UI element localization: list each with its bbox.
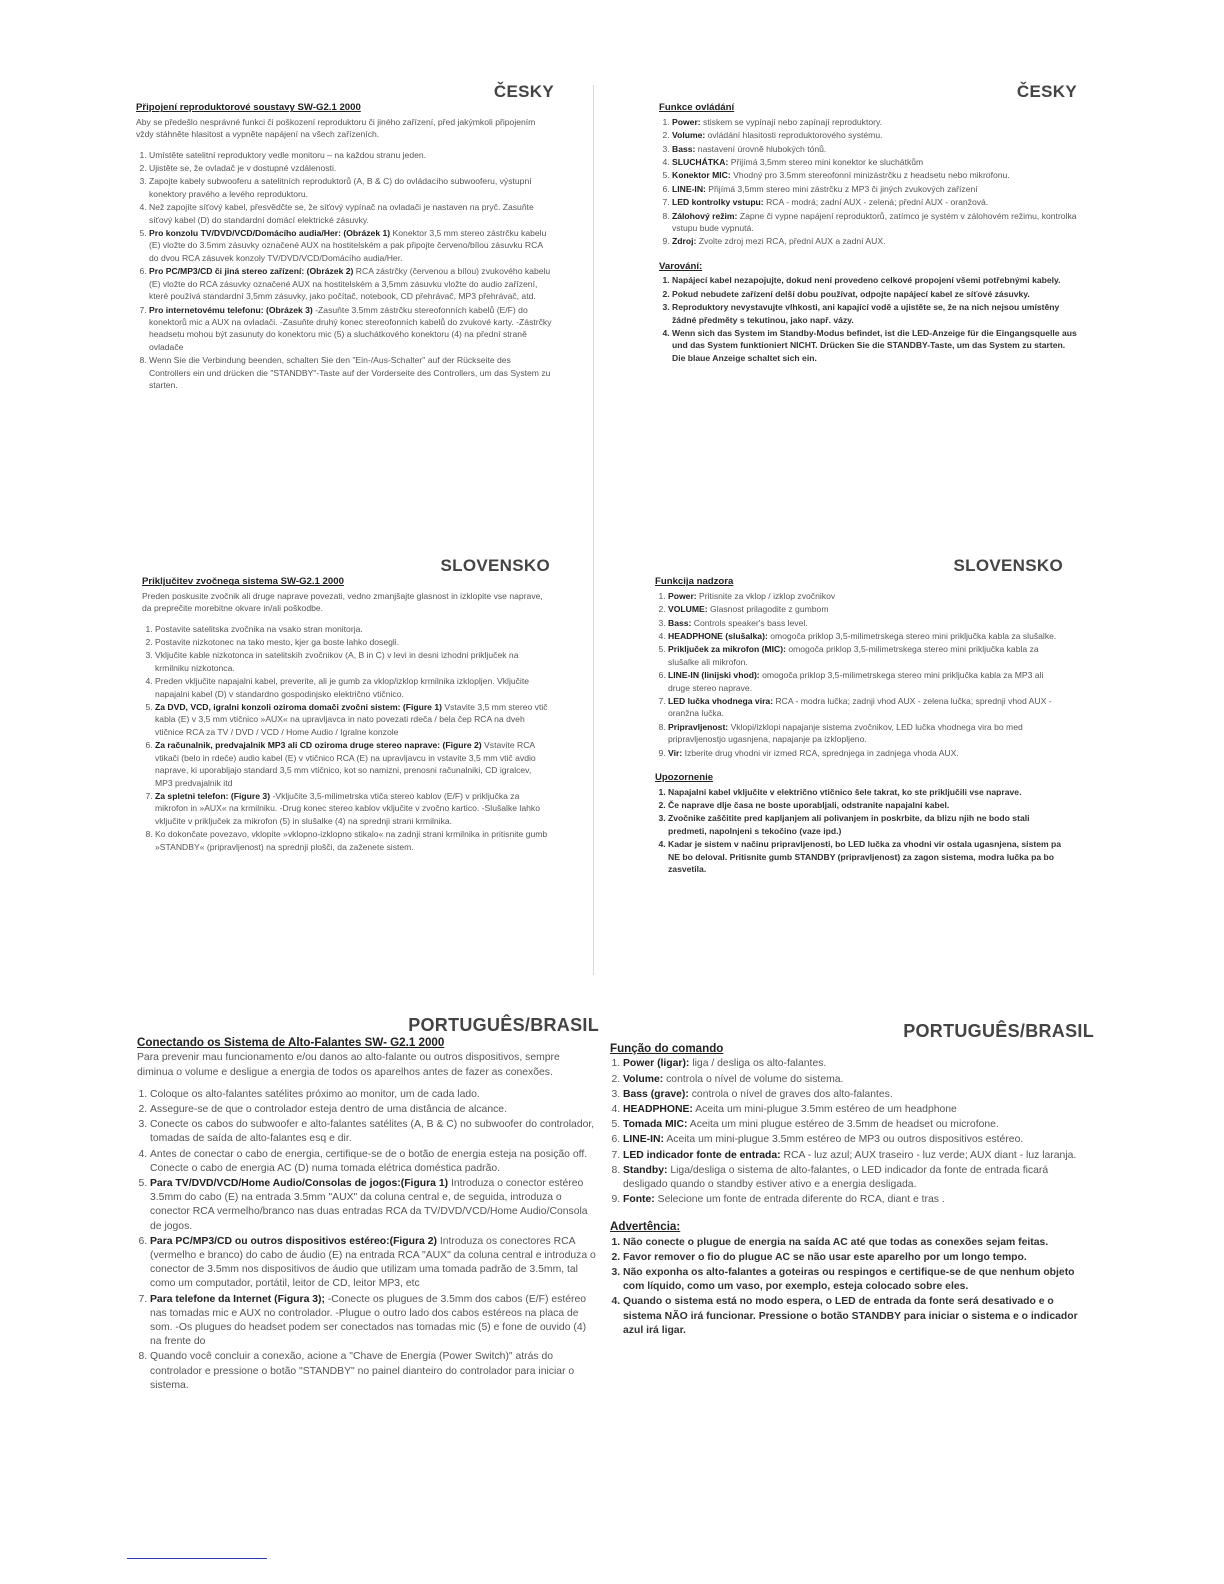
item-heading: Priključek za mikrofon (MIC):	[668, 644, 786, 655]
warning-item: 4. Kadar je sistem v načinu pripravljenosti, bo LED lučka za vhodni vir ostala ugasnjena, sistem pa NE bo deloval. Pritisnite gumb STANDBY (pripravljenost) za zagon sistema, modra lučka pa bo zasvetila.	[668, 838, 1063, 875]
list-item	[150, 1293, 599, 1350]
list-item	[155, 649, 550, 674]
controls-list	[659, 116, 1077, 248]
list-item	[623, 1073, 1094, 1087]
item-text: Vhodný pro 3.5mm stereofonní minizástrčku z headsetu nebo mikrofonu.	[733, 170, 1010, 181]
list-item	[623, 1193, 1094, 1207]
item-text: ovládání hlasitosti reproduktorového systému.	[707, 130, 883, 141]
item-text: Introduza o conector estéreo 3.5mm do cabo (E) na entrada 3.5mm "AUX" da coluna central e, de seguida, introduza o conector RCA vermelho/branco nas duas entradas RCA da TV/DVD/VCD/Home Audio/Consola de jogos.	[150, 1178, 588, 1232]
language-heading: ČESKY	[1016, 82, 1077, 101]
list-item	[149, 149, 554, 161]
list-item	[668, 590, 1063, 602]
section-title: Připojení reproduktorové soustavy SW-G2.1 2000	[136, 102, 361, 114]
steps-list	[136, 149, 554, 392]
list-item	[149, 175, 554, 200]
list-item	[672, 196, 1077, 208]
item-text: Selecione um fonte de entrada diferente do RCA, diant e tras .	[657, 1194, 945, 1206]
item-heading: LED kontrolky vstupu:	[672, 197, 764, 208]
item-text: Zapne či vypne napájení reproduktorů, zatímco je systém v zálohovém režimu, kontrolka vstupu bude vypnutá.	[672, 210, 1077, 234]
item-text: Liga/desliga o sistema de alto-falantes, o LED indicador da fonte de entrada ficará desligado quando o standby estiver ativo e a energia desligada.	[623, 1164, 1049, 1191]
item-text: RCA - modra lučka; zadnji vhod AUX - zelena lučka; sprednji vhod AUX - oranžna lučka.	[668, 696, 1052, 719]
list-item	[672, 183, 1077, 195]
list-item	[672, 116, 1077, 128]
item-heading: LED lučka vhodnega vira:	[668, 696, 774, 707]
item-text: Glasnost prilagodite z gumbom	[710, 604, 829, 615]
item-text: Antes de conectar o cabo de energia, certifique-se de o botão de energia esteja na posição off. Conecte o cabo de energia AC (D) numa tomada elétrica doméstica padrão.	[150, 1148, 588, 1174]
item-heading: HEADPHONE (slušalka):	[668, 631, 768, 642]
item-text: Přijímá 3,5mm stereo mini zástrčku z MP3 či jiných zvukových zařízení	[708, 183, 978, 194]
item-heading: Bass (grave):	[623, 1088, 689, 1100]
list-item	[155, 828, 550, 853]
intro-text: Para prevenir mau funcionamento e/ou danos ao alto-falante ou outros dispositivos, sempre diminua o volume e desligue a energia de todos os aparelhos antes de fazer as conexões.	[137, 1052, 560, 1078]
item-text: Controls speaker's bass level.	[693, 617, 808, 628]
item-text: Vstavite 3,5 mm stereo vtič kabla (E) v 3,5 mm vtičnico »AUX« na upravljavca in nato povezati rdeča / bela čep RCA na dveh vtičnice RCA za TV / DVD / VCD / Home Audio / Igralne konzole	[155, 702, 548, 737]
list-item	[149, 265, 554, 302]
language-heading: ČESKY	[493, 82, 554, 101]
czech-connection-section	[136, 82, 554, 392]
list-item	[149, 304, 554, 354]
item-heading: Tomada MIC:	[623, 1119, 688, 1131]
item-heading: Za spletni telefon: (Figure 3)	[155, 790, 271, 801]
item-heading: Power:	[668, 590, 697, 601]
warning-item: 3. Zvočnike zaščitite pred kapljanjem ali polivanjem in poskrbite, da blizu njih ne bodo stali predmeti, napolnjeni s tekočino (vaze ipd.)	[668, 812, 1063, 837]
warnings-list	[610, 1236, 1094, 1338]
item-text: Aceita um mini-plugue 3.5mm estéreo de MP3 ou outros dispositivos estéreo.	[666, 1134, 1024, 1146]
warning-item: 4. Wenn sich das System im Standby-Modus befindet, ist die LED-Anzeige für die Eingangsquelle aus und das System funktioniert NICHT. Drücken Sie die STANDBY-Taste, um das System zu starten. Die blaue Anzeige schaltet sich ein.	[672, 327, 1077, 364]
portuguese-connection-section	[137, 1015, 599, 1394]
steps-list	[137, 1088, 599, 1393]
item-heading: Zálohový režim:	[672, 210, 738, 221]
item-text: RCA zástrčky (červenou a bílou) zvukového kabelu (E) vložte do RCA zásuvky označené AUX na hostitelském a 3,5mm zásuvku vložte do audio zařízení, které používá standardní 3,5mm zásuvky, jako počítač, notebook, CD přehrávač, MP3 přehrávač, atd.	[149, 266, 551, 302]
section-title: Funkce ovládání	[659, 102, 735, 114]
item-text: RCA - modrá; zadní AUX - zelená; přední AUX - oranžová.	[766, 197, 989, 208]
item-text: Preden vključite napajalni kabel, preverite, ali je gumb za vklop/izklop krmilnika izklopljen. Vključite napajalni kabel (D) v standardno gospodinjsko električno vtičnico.	[155, 676, 530, 699]
list-item	[150, 1350, 599, 1393]
item-heading: Pro internetovému telefonu: (Obrázek 3)	[149, 304, 313, 315]
item-text: Vključite kable nizkotonca in satelitskih zvočnikov (A, B in C) v levi in desni izhodni priključek na krmilniku nizkotonca.	[155, 650, 519, 673]
list-item	[155, 739, 550, 789]
list-item	[149, 162, 554, 174]
list-item	[623, 1088, 1094, 1102]
warning-title: Upozornenie	[655, 772, 714, 784]
list-item	[623, 1118, 1094, 1132]
item-text: Zapojte kabely subwooferu a satelitních reproduktorů (A, B & C) do ovládacího subwooferu, výstupní konektory pravého a levého reproduktoru.	[149, 176, 532, 199]
warnings-list	[655, 786, 1063, 876]
item-text: Ujistěte se, že ovladač je v dostupné vzdálenosti.	[149, 163, 337, 174]
warning-item: 4. Quando o sistema está no modo espera, o LED de entrada da fonte será desativado e o sistema NÃO irá funcionar. Pressione o botão STANDBY para iniciar o sistema e o indicador azul irá ligar.	[623, 1295, 1094, 1338]
portuguese-controls-section	[610, 1021, 1094, 1339]
list-item	[150, 1103, 599, 1117]
list-item	[155, 675, 550, 700]
list-item	[155, 623, 550, 635]
item-text: RCA - luz azul; AUX traseiro - luz verde; AUX diant - luz laranja.	[783, 1149, 1077, 1161]
item-text: Assegure-se de que o controlador esteja dentro de uma distância de alcance.	[150, 1104, 507, 1116]
list-item	[155, 790, 550, 827]
item-heading: Konektor MIC:	[672, 170, 731, 181]
item-heading: Para telefone da Internet (Figura 3);	[150, 1293, 325, 1305]
warning-item: 2. Favor remover o fio do plugue AC se não usar este aparelho por um longo tempo.	[623, 1251, 1094, 1265]
list-item	[149, 227, 554, 264]
section-title: Função do comando	[610, 1042, 724, 1056]
item-text: omogoča priklop 3,5-milimetrskega stereo mini priključka kabla za slušalke.	[770, 631, 1057, 642]
language-heading: SLOVENSKO	[440, 556, 550, 575]
controls-list	[610, 1057, 1094, 1207]
footer-rule	[127, 1558, 267, 1559]
item-text: controla o nível de volume do sistema.	[666, 1073, 844, 1085]
item-heading: Pro konzolu TV/DVD/VCD/Domácího audia/Her: (Obrázek 1)	[149, 228, 391, 239]
item-text: liga / desliga os alto-falantes.	[692, 1058, 827, 1070]
item-heading: LINE-IN:	[623, 1134, 664, 1146]
item-heading: Vir:	[668, 747, 683, 758]
list-item	[668, 643, 1063, 668]
list-item	[668, 747, 1063, 759]
item-text: Konektor 3,5 mm stereo zástrčku kabelu (E) vložte do 3.5mm zásuvky označené AUX na hostitelském a pak připojte červeno/bílou zásuvku RCA do dvou RCA zásuvek konzoly TV/DVD/VCD/Domácího audia/Her.	[149, 228, 547, 263]
item-heading: Za računalnik, predvajalnik MP3 ali CD oziroma druge stereo naprave: (Figure 2)	[155, 740, 482, 751]
item-text: Než zapojíte síťový kabel, přesvědčte se, že síťový vypínač na ovladači je nastaven na pryč. Zasuňte síťový kabel (D) do standardní domácí elektrické zásuvky.	[149, 202, 534, 225]
item-text: omogoča priklop 3,5-milimetrskega stereo mini priključka kabla za slušalke ali mikrofon.	[668, 644, 1039, 667]
item-heading: LINE-IN (linijski vhod):	[668, 670, 760, 681]
item-text: Vklopi/izklopi napajanje sistema zvočnikov, LED lučka vhodnega vira bo med pripravljenostjo ugasnjena, napajanje pa izklopljeno.	[668, 721, 1023, 745]
item-text: omogoča priklop 3,5-milimetrskega stereo mini priključka kabla za MP3 ali druge stereo naprave.	[668, 670, 1044, 693]
list-item	[668, 695, 1063, 720]
item-text: Pritisnite za vklop / izklop zvočnikov	[699, 590, 836, 601]
item-heading: LINE-IN:	[672, 183, 706, 194]
warning-item: 3. Não exponha os alto-falantes a goteiras ou respingos e certifique-se de que nenhum objeto com líquido, como um vaso, por exemplo, esteja colocado sobre eles.	[623, 1266, 1094, 1294]
list-item	[149, 354, 554, 391]
section-title: Funkcija nadzora	[655, 576, 734, 588]
item-heading: LED indicador fonte de entrada:	[623, 1149, 781, 1161]
list-item	[623, 1149, 1094, 1163]
warning-item: 1. Napajalni kabel vključite v električno vtičnico šele takrat, ko ste priključili vse naprave.	[668, 786, 1063, 798]
item-heading: Fonte:	[623, 1194, 655, 1206]
list-item	[672, 143, 1077, 155]
item-heading: Standby:	[623, 1164, 668, 1176]
item-text: Postavite nizkotonec na tako mesto, kjer ga boste lahko dosegli.	[155, 637, 400, 648]
list-item	[668, 721, 1063, 746]
item-heading: HEADPHONE:	[623, 1104, 693, 1116]
item-heading: Pro PC/MP3/CD či jiná stereo zařízení: (Obrázek 2)	[149, 266, 354, 277]
item-heading: SLUCHÁTKA:	[672, 157, 729, 168]
item-heading: Bass:	[672, 143, 696, 154]
item-heading: Power (ligar):	[623, 1058, 690, 1070]
list-item	[623, 1133, 1094, 1147]
warning-title: Advertência:	[610, 1220, 681, 1234]
language-heading: SLOVENSKO	[953, 556, 1063, 575]
list-item	[150, 1177, 599, 1234]
item-text: Vstavite RCA vtikači (belo in rdeče) audio kabel (E) v vtičnico RCA (E) na upravljavcu in vstavite 3,5 mm vtič avdio naprave, ki uporabljajo standard 3,5 mm vtičnico, kot so namizni, prenosni računalniki, CD igralcev, MP3 predvajalnik itd	[155, 740, 536, 788]
controls-list	[655, 590, 1063, 759]
warning-item: 2. Če naprave dlje časa ne boste uporabljali, odstranite napajalni kabel.	[668, 799, 1063, 811]
item-heading: Bass:	[668, 617, 692, 628]
item-text: Coloque os alto-falantes satélites próximo ao monitor, um de cada lado.	[150, 1088, 480, 1100]
list-item	[150, 1088, 599, 1102]
item-heading: Para PC/MP3/CD ou outros dispositivos estéreo:(Figura 2)	[150, 1235, 437, 1247]
list-item	[672, 156, 1077, 168]
item-heading: Power:	[672, 116, 701, 127]
warning-item: 3. Reproduktory nevystavujte vlhkosti, ani kapající vodě a ujistěte se, že na nich nejsou umístěny žádné předměty s tekutinou, jako např. vázy.	[672, 301, 1077, 326]
list-item	[623, 1057, 1094, 1071]
warning-item: 1. Napájecí kabel nezapojujte, dokud není provedeno celkové propojení všemi potřebnými kabely.	[672, 274, 1077, 286]
item-text: Zvolte zdroj mezi RCA, přední AUX a zadní AUX.	[698, 236, 886, 247]
item-text: -Vključite 3,5-milimetrska vtiča stereo kablov (E/F) v priključka za mikrofon in »AUX« na krmilniku. -Drug konec stereo kablov vključite v zvočno kartico. -Slušalke lahko vključite v priključek za mikrofon (5) in slušalke (4) na sprednji strani krmilnika.	[155, 790, 540, 826]
language-heading: PORTUGUÊS/BRASIL	[903, 1021, 1094, 1041]
intro-text: Preden poskusite zvočnik ali druge naprave povezati, vedno zmanjšajte glasnost in izklopite vse naprave, da preprečite morebitne okvare in/ali poškodbe.	[142, 590, 543, 614]
item-text: Aceita um mini plugue estéreo de 3.5mm de headset ou microfone.	[689, 1119, 999, 1131]
item-heading: Para TV/DVD/VCD/Home Audio/Consolas de jogos:(Figura 1)	[150, 1178, 449, 1190]
warning-item: 2. Pokud nebudete zařízení delší dobu používat, odpojte napájecí kabel ze síťové zásuvky.	[672, 288, 1077, 300]
warnings-list	[659, 274, 1077, 364]
list-item	[623, 1103, 1094, 1117]
item-text: -Zasuňte 3.5mm zástrčku stereofonních kabelů (E/F) do konektorů mic a AUX na ovladači. -Zasuňte druhý konec stereofonních kabelů do zvukové karty. -Zástrčky headsetu mohou být zasunuty do konektoru mic (5) a sluchátkového konektoru (4) na přední straně ovladače	[149, 304, 552, 352]
intro-text: Aby se předešlo nesprávné funkci či poškození reproduktoru či jiného zařízení, před jakýmkoli připojením vždy stáhněte hlasitost a vypněte napájení na všech zařízeních.	[136, 116, 536, 140]
list-item	[672, 169, 1077, 181]
list-item	[155, 636, 550, 648]
item-heading: Zdroj:	[672, 236, 697, 247]
item-text: -Conecte os plugues de 3.5mm dos cabos (E/F) estéreo nas tomadas mic e AUX no controlador. -Plugue o outro lado dos cabos estéreos na placa de som. -Os plugues do headset podem ser conectados nas tomadas mic (5) e fone de ouvido (4) na frente do	[150, 1293, 587, 1348]
list-item	[150, 1118, 599, 1146]
item-heading: Volume:	[672, 130, 706, 141]
slovene-connection-section	[142, 556, 550, 854]
item-text: Umístěte satelitní reproduktory vedle monitoru – na každou stranu jeden.	[149, 149, 427, 160]
list-item	[668, 630, 1063, 642]
slovene-controls-section	[655, 556, 1063, 876]
item-text: Wenn Sie die Verbindung beenden, schalten Sie den "Ein-/Aus-Schalter" auf der Rückseite des Controllers ein und drücken die "STANDBY"-Taste auf der Vorderseite des Controllers, um das System zu starten.	[149, 355, 551, 390]
list-item	[668, 669, 1063, 694]
item-text: Přijímá 3,5mm stereo mini konektor ke sluchátkům	[730, 157, 924, 168]
item-text: Aceita um mini-plugue 3.5mm estéreo de um headphone	[695, 1104, 957, 1116]
list-item	[672, 210, 1077, 235]
section-title: Priključitev zvočnega sistema SW-G2.1 2000	[142, 576, 344, 588]
item-text: Izberite drug vhodni vir izmed RCA, sprednjega in zadnjega vhoda AUX.	[684, 747, 959, 758]
column-divider	[593, 85, 594, 975]
section-title: Conectando os Sistema de Alto-Falantes SW- G2.1 2000	[137, 1036, 445, 1050]
warning-item: 1. Não conecte o plugue de energia na saída AC até que todas as conexões sejam feitas.	[623, 1236, 1094, 1250]
item-heading: Za DVD, VCD, igralni konzoli oziroma domači zvočni sistem: (Figure 1)	[155, 702, 442, 713]
item-text: Introduza os conectores RCA (vermelho e branco) do cabo de áudio (E) na entrada RCA "AUX" da coluna central e introduza o conector de 3.5mm nos dispositivos de áudio que utilizam uma tomada padrão de 3.5mm, tal como um computador, portátil, leitor de CD, leitor MP3, etc	[150, 1235, 596, 1290]
list-item	[149, 201, 554, 226]
item-heading: Volume:	[623, 1073, 664, 1085]
language-heading: PORTUGUÊS/BRASIL	[408, 1015, 599, 1035]
list-item	[155, 701, 550, 738]
list-item	[668, 617, 1063, 629]
item-text: Ko dokončate povezavo, vklopite »vklopno-izklopno stikalo« na zadnji strani krmilnika in pritisnite gumb »STANDBY« (pripravljenost) na sprednji plošči, da zaženete sistem.	[155, 829, 548, 852]
item-text: nastavení úrovně hlubokých tónů.	[697, 143, 827, 154]
item-text: Conecte os cabos do subwoofer e alto-falantes satélites (A, B & C) no subwoofer do controlador, tomadas de saída de alto-falantes esq e dir.	[150, 1119, 595, 1145]
item-text: Postavite satelitska zvočnika na vsako stran monitorja.	[155, 623, 363, 634]
item-heading: VOLUME:	[668, 604, 708, 615]
list-item	[150, 1148, 599, 1176]
warning-title: Varování:	[659, 260, 703, 272]
list-item	[623, 1164, 1094, 1192]
list-item	[668, 603, 1063, 615]
item-text: Quando você concluir a conexão, acione a "Chave de Energia (Power Switch)" atrás do controlador e pressione o botão "STANDBY" no painel dianteiro do controlador para iniciar o sistema.	[150, 1351, 575, 1391]
item-heading: Pripravljenost:	[668, 721, 729, 732]
czech-controls-section	[659, 82, 1077, 365]
list-item	[150, 1235, 599, 1292]
steps-list	[142, 623, 550, 853]
item-text: controla o nível de graves dos alto-falantes.	[691, 1088, 893, 1100]
list-item	[672, 129, 1077, 141]
list-item	[672, 235, 1077, 247]
item-text: stiskem se vypínají nebo zapínají reproduktory.	[703, 116, 883, 127]
